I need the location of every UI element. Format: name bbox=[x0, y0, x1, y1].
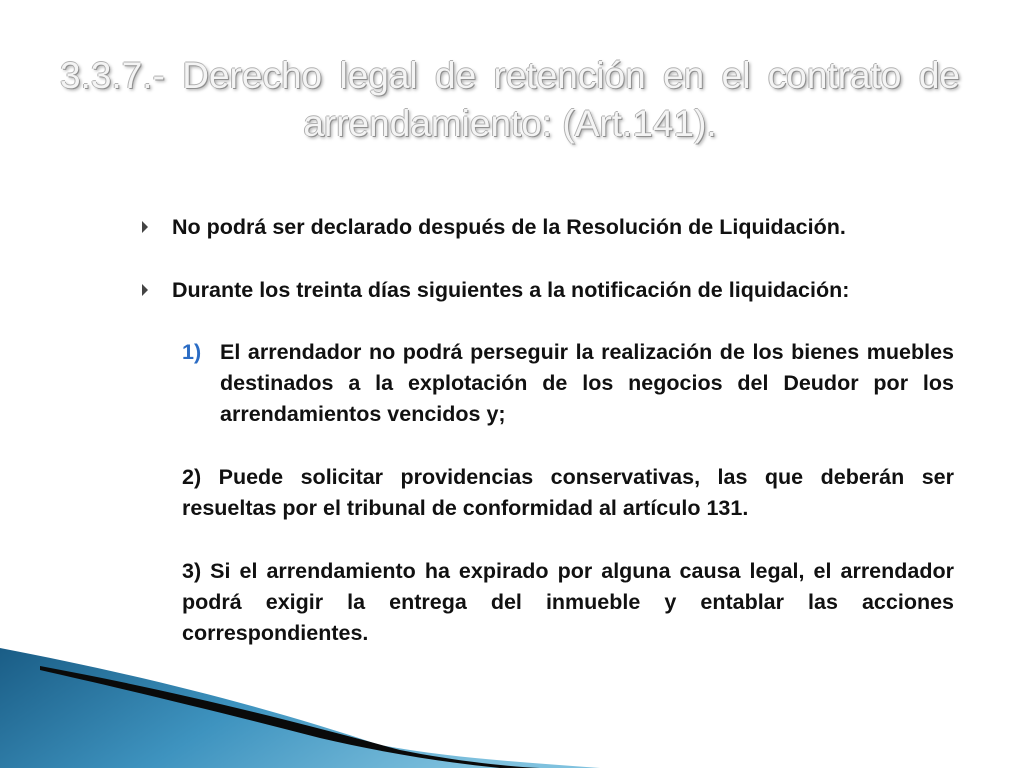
bullet-item bbox=[140, 212, 954, 243]
item-text: 2) Puede solicitar providencias conservativas, las que deberán ser resueltas por el tribunal de conformidad al artículo 131. bbox=[182, 465, 954, 520]
bullet-item bbox=[140, 275, 954, 306]
bullet-text: Durante los treinta días siguientes a la notificación de liquidación: bbox=[172, 278, 850, 302]
wave-blue-band bbox=[0, 648, 600, 768]
numbered-item bbox=[140, 337, 954, 430]
arrow-bullet-icon bbox=[142, 284, 148, 296]
item-text: El arrendador no podrá perseguir la realización de los bienes muebles destinados a la explotación de los negocios del Deudor por los arrendamientos vencidos y; bbox=[220, 340, 954, 426]
bullet-text: No podrá ser declarado después de la Resolución de Liquidación. bbox=[172, 215, 846, 239]
slide-title: 3.3.7.- Derecho legal de retención en el contrato de arrendamiento: (Art.141). bbox=[60, 55, 960, 144]
item-text: 3) Si el arrendamiento ha expirado por alguna causa legal, el arrendador podrá exigir la entrega del inmueble y entablar las acciones correspondientes. bbox=[182, 559, 954, 645]
wave-black-stroke bbox=[40, 666, 540, 768]
numbered-item bbox=[140, 462, 954, 524]
numbered-item bbox=[140, 556, 954, 649]
arrow-bullet-icon bbox=[142, 221, 148, 233]
slide-content bbox=[140, 212, 954, 649]
wave-light-band bbox=[0, 660, 330, 768]
item-number: 1) bbox=[182, 340, 202, 364]
